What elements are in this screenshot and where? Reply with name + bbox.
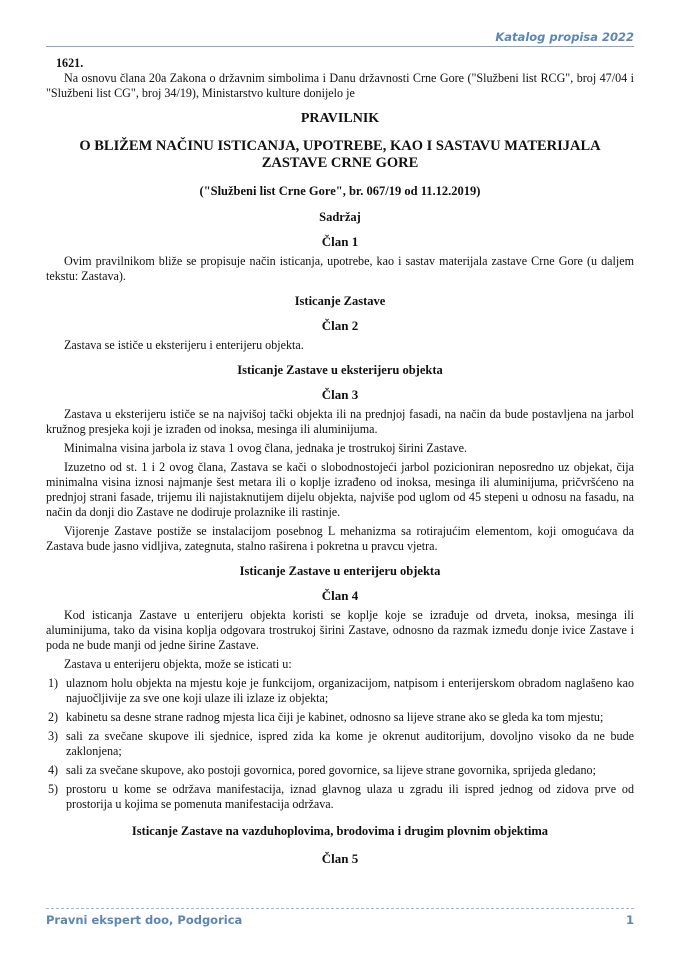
section-heading-exterior: Isticanje Zastave u eksterijeru objekta bbox=[237, 363, 443, 377]
section-heading-display: Isticanje Zastave bbox=[294, 294, 386, 308]
article-3-heading: Član 3 bbox=[321, 387, 359, 402]
gazette-reference: ("Službeni list Crne Gore", br. 067/19 od 11.12.2019) bbox=[199, 184, 481, 198]
list-item-text: prostoru u kome se održava manifestacija, iznad glavnog ulaza u zgradu ili ispred jednog od zidova prve od prostorija u kojima se pomenuta manifestacija održava. bbox=[66, 782, 634, 811]
page-header bbox=[46, 30, 634, 47]
document-title: PRAVILNIK bbox=[300, 111, 380, 126]
list-item-text: kabinetu sa desne strane radnog mjesta lica čiji je kabinet, odnosno sa lijeve strane ako se gleda ka tom mjestu; bbox=[66, 710, 604, 724]
article-3-paragraph-3: Izuzetno od st. 1 i 2 ovog člana, Zastava se kači o slobodnostojeći jarbol pozicioniran neposredno uz objekat, čija minimalna visina iznosi najmanje šest metara ili o koplje izrađeno od inoksa, mesinga ili aluminijuma, pričvršćeno na prednjoj strani fasade, trijemu ili najistaknutijem dijelu objekta, najviše pod uglom od 45 stepeni u odnosu na fasadu, na način da donji dio Zastave ne dodiruje prolaznike ili rastinje. bbox=[46, 460, 634, 519]
section-heading-interior: Isticanje Zastave u enterijeru objekta bbox=[239, 564, 441, 578]
article-2-heading: Član 2 bbox=[321, 318, 359, 333]
article-3-paragraph-4: Vijorenje Zastave postiže se instalacijom posebnog L mehanizma sa rotirajućim elementom, koji omogućava da Zastava bude jasno vidljiva, zategnuta, stalno raširena i pokretna u pravcu vjetra. bbox=[46, 524, 634, 553]
article-3-paragraph-1: Zastava u eksterijeru ističe se na najvišoj tački objekta ili na prednjoj fasadi, na način da bude postavljena na jarbol kružnog presjeka koji je izrađen od inoksa, mesinga ili aluminijuma. bbox=[46, 407, 634, 436]
article-5-heading: Član 5 bbox=[321, 851, 359, 866]
list-item bbox=[46, 676, 634, 706]
list-item bbox=[46, 710, 634, 725]
list-item-text: sali za svečane skupove ili sjednice, ispred zida ka kome je okrenut auditorijum, dovoljno visoko da ne bude zaklonjena; bbox=[66, 729, 634, 758]
catalog-title: Katalog propisa 2022 bbox=[495, 30, 634, 44]
page-footer bbox=[46, 908, 634, 927]
intro-paragraph: Na osnovu člana 20a Zakona o državnim simbolima i Danu državnosti Crne Gore ("Službeni list RCG", broj 47/04 i "Službeni list CG", broj 34/19), Ministarstvo kulture donijelo je bbox=[46, 71, 634, 100]
article-4-paragraph-2: Zastava u enterijeru objekta, može se isticati u: bbox=[64, 657, 292, 671]
article-4-heading: Član 4 bbox=[321, 588, 359, 603]
list-item-text: sali za svečane skupove, ako postoji govornica, pored govornice, sa lijeve strane govornika, sprijeda gledano; bbox=[66, 763, 596, 777]
list-item-number: 4) bbox=[48, 763, 59, 777]
article-1-paragraph: Ovim pravilnikom bliže se propisuje način isticanja, upotrebe, kao i sastav materijala zastave Crne Gore (u daljem tekstu: Zastava). bbox=[46, 254, 634, 283]
article-1-heading: Član 1 bbox=[321, 234, 359, 249]
article-4-paragraph-1: Kod isticanja Zastave u enterijeru objekta koristi se koplje koje se izrađuje od drveta, inoksa, mesinga ili aluminijuma, tako da visina koplja odgovara trostrukoj širini Zastave, odnosno da razmak između donje ivice Zastave i poda ne bude manji od jedne širine Zastave. bbox=[46, 608, 634, 652]
article-2-paragraph: Zastava se ističe u eksterijeru i enterijeru objekta. bbox=[64, 338, 304, 352]
publisher-name: Pravni ekspert doo, Podgorica bbox=[46, 913, 243, 927]
list-item-number: 5) bbox=[48, 782, 59, 796]
list-item-text: ulaznom holu objekta na mjestu koje je funkcijom, organizacijom, natpisom i enterijerskom obradom naglašeno kao najuočljivije za sve one koji ulaze ili izlaze iz objekta; bbox=[66, 676, 634, 705]
list-item bbox=[46, 782, 634, 812]
list-item bbox=[46, 729, 634, 759]
list-item bbox=[46, 763, 634, 778]
document-subtitle: O BLIŽEM NAČINU ISTICANJA, UPOTREBE, KAO I SASTAVU MATERIJALA ZASTAVE CRNE GORE bbox=[79, 138, 601, 171]
regulation-number: 1621. bbox=[56, 56, 84, 70]
list-item-number: 3) bbox=[48, 729, 59, 743]
list-item-number: 1) bbox=[48, 676, 59, 690]
article-3-paragraph-2: Minimalna visina jarbola iz stava 1 ovog člana, jednaka je trostrukoj širini Zastave. bbox=[64, 441, 468, 455]
section-heading-vessels: Isticanje Zastave na vazduhoplovima, brodovima i drugim plovnim objektima bbox=[131, 824, 549, 838]
page-number: 1 bbox=[625, 913, 634, 927]
document-body bbox=[46, 56, 634, 871]
table-of-contents-heading: Sadržaj bbox=[319, 210, 361, 224]
list-item-number: 2) bbox=[48, 710, 59, 724]
